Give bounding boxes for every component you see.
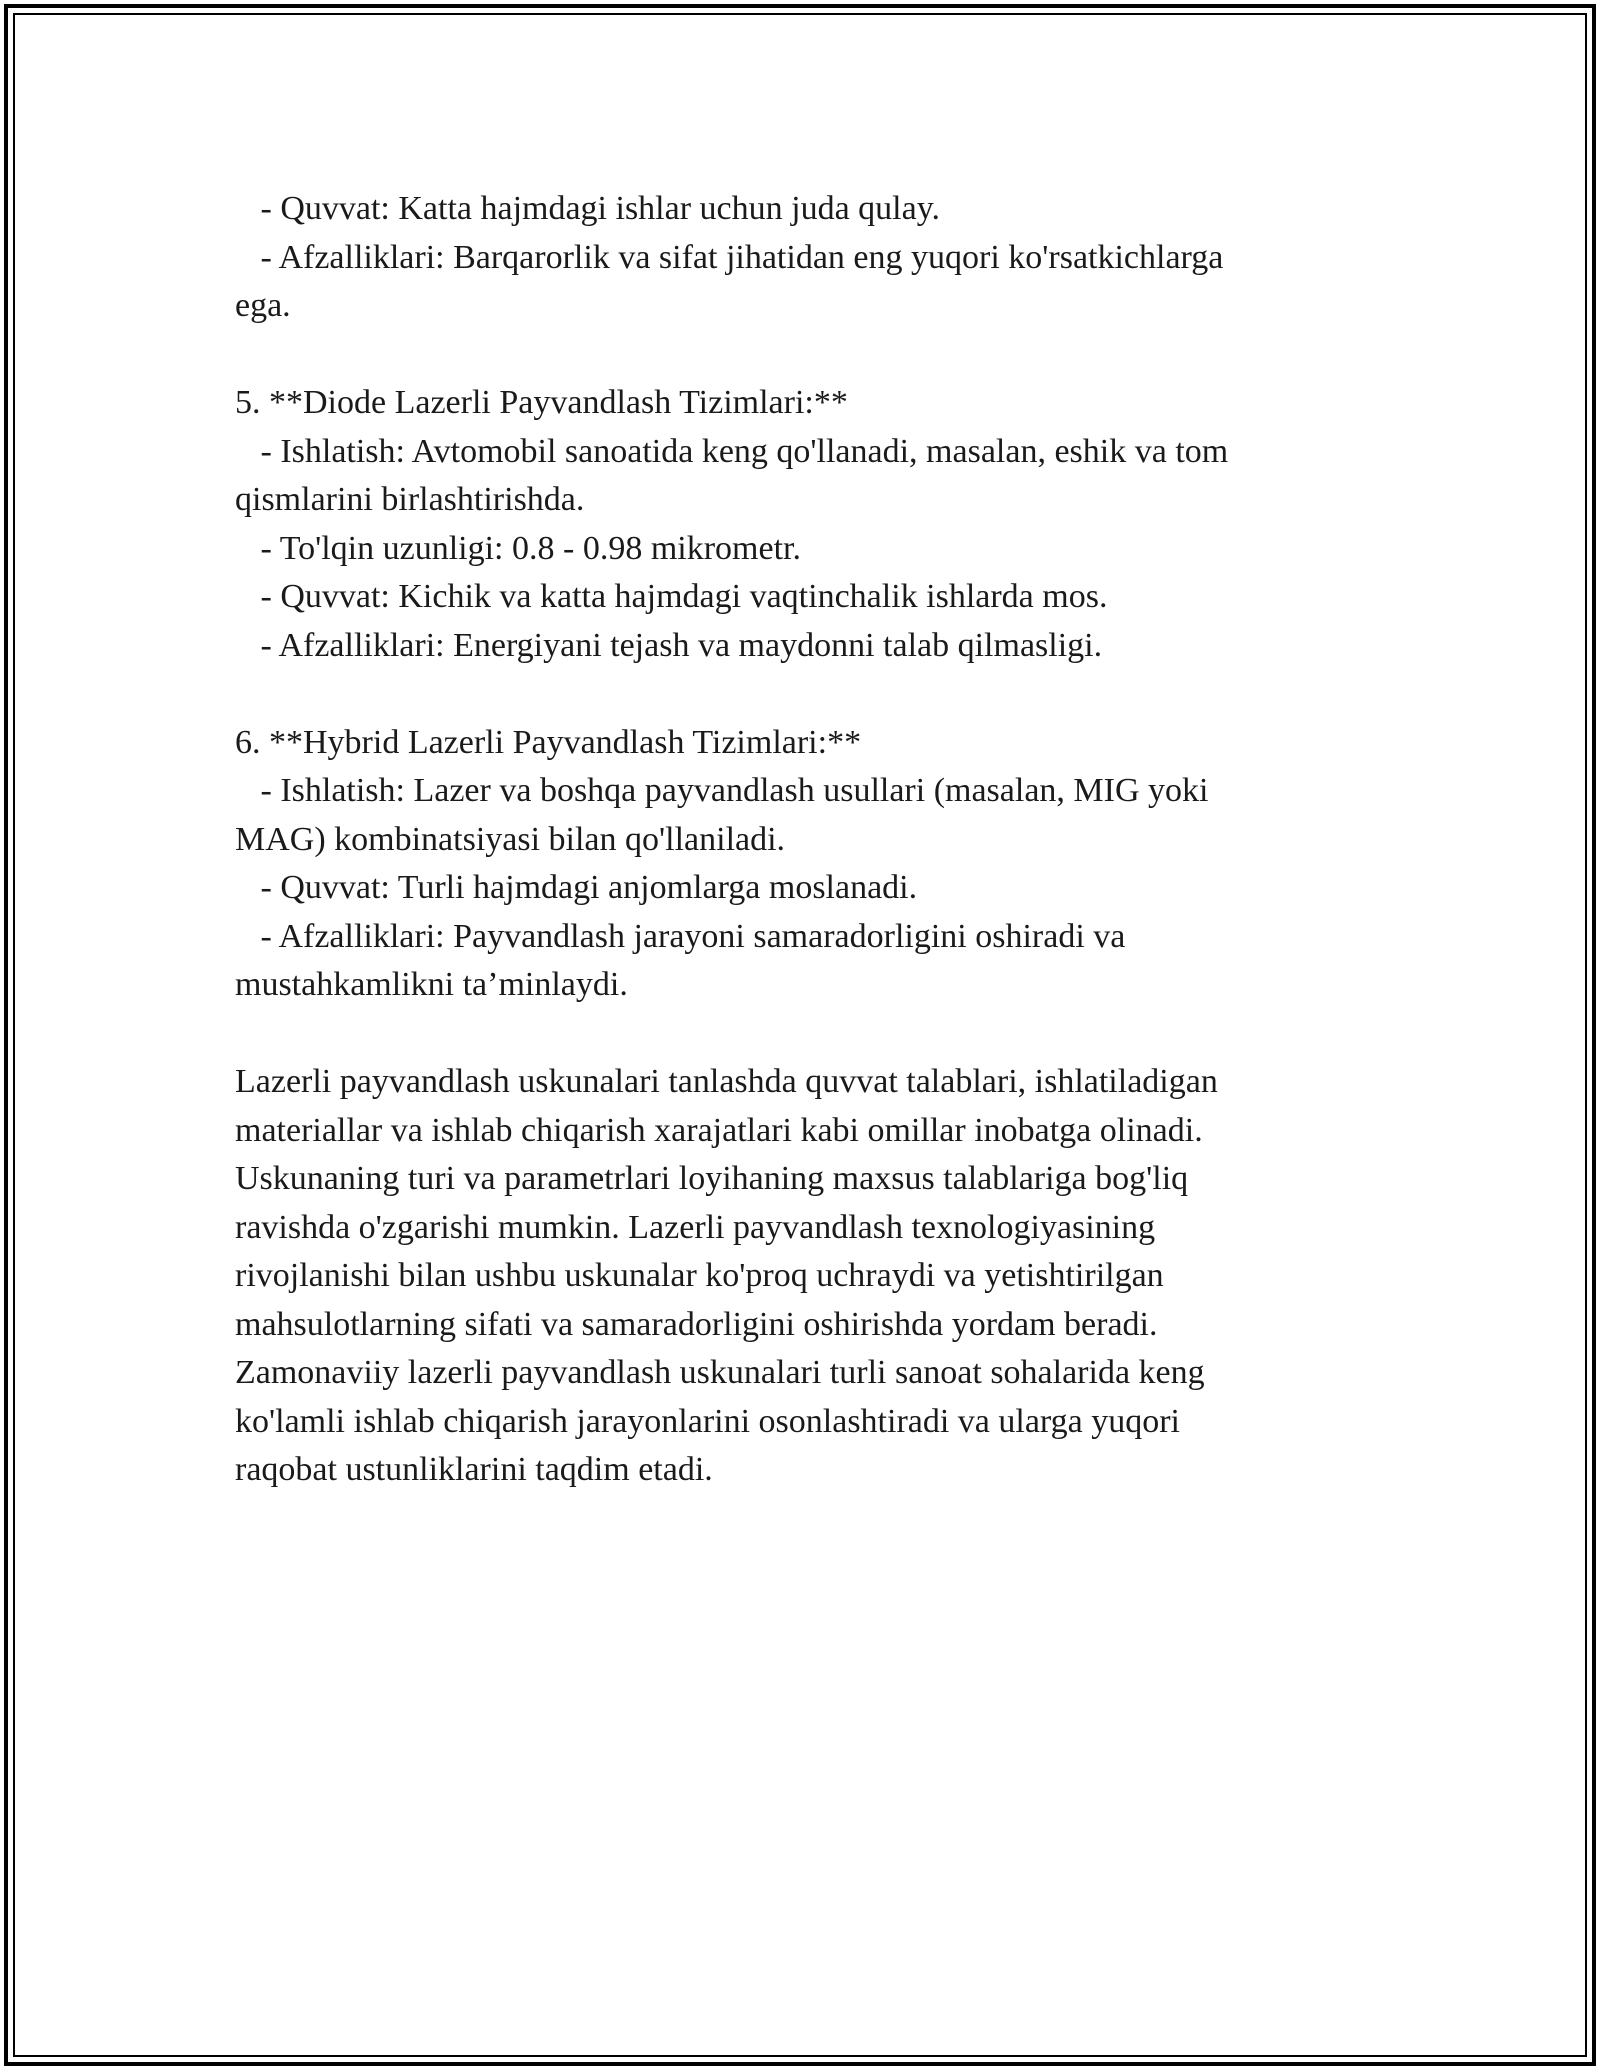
text-line: - Afzalliklari: Energiyani tejash va maydonni talab qilmasligi. [235, 626, 1103, 664]
text-line: - Ishlatish: Avtomobil sanoatida keng qo'llanadi, masalan, eshik va tom [235, 432, 1229, 470]
text-line: Uskunaning turi va parametrlari loyihaning maxsus talablariga bog'liq [235, 1160, 1189, 1197]
text-line: - Ishlatish: Lazer va boshqa payvandlash usullari (masalan, MIG yoki [235, 772, 1209, 809]
section-hybrid-laser [235, 719, 1335, 1010]
text-line: - Quvvat: Katta hajmdagi ishlar uchun juda qulay. [235, 190, 941, 227]
paragraph-gap [235, 670, 1335, 719]
text-line: - To'lqin uzunligi: 0.8 - 0.98 mikrometr. [235, 529, 801, 567]
document-body [235, 185, 1335, 1495]
paragraph-gap [235, 1010, 1335, 1059]
text-line: qismlarini birlashtirishda. [235, 481, 585, 518]
text-line: MAG) kombinatsiyasi bilan qo'llaniladi. [235, 820, 786, 858]
text-line: materiallar va ishlab chiqarish xarajatlari kabi omillar inobatga olinadi. [235, 1111, 1203, 1149]
text-line: mustahkamlikni ta’minlaydi. [235, 966, 628, 1003]
text-line: ravishda o'zgarishi mumkin. Lazerli payvandlash texnologiyasining [235, 1208, 1156, 1246]
section-heading: 5. **Diode Lazerli Payvandlash Tizimlari:** [235, 384, 848, 421]
text-line: Lazerli payvandlash uskunalari tanlashda quvvat talablari, ishlatiladigan [235, 1063, 1218, 1100]
text-line: - Quvvat: Kichik va katta hajmdagi vaqtinchalik ishlarda mos. [235, 578, 1108, 615]
section-heading: 6. **Hybrid Lazerli Payvandlash Tizimlari:** [235, 723, 862, 761]
text-line: ko'lamli ishlab chiqarish jarayonlarini osonlashtiradi va ularga yuqori [235, 1402, 1180, 1440]
text-line: mahsulotlarning sifati va samaradorligini oshirishda yordam beradi. [235, 1305, 1158, 1343]
paragraph-gap [235, 331, 1335, 380]
text-line: Zamonaviiy lazerli payvandlash uskunalari turli sanoat sohalarida keng [235, 1354, 1205, 1391]
text-line: - Quvvat: Turli hajmdagi anjomlarga moslanadi. [235, 869, 918, 906]
text-line: - Afzalliklari: Barqarorlik va sifat jihatidan eng yuqori ko'rsatkichlarga [235, 238, 1224, 276]
section-continuation [235, 185, 1335, 331]
section-diode-laser [235, 379, 1335, 670]
text-line: ega. [235, 287, 291, 324]
text-line: rivojlanishi bilan ushbu uskunalar ko'proq uchraydi va yetishtirilgan [235, 1257, 1164, 1294]
conclusion-paragraph [235, 1058, 1335, 1495]
text-line: raqobat ustunliklarini taqdim etadi. [235, 1451, 713, 1488]
text-line: - Afzalliklari: Payvandlash jarayoni samaradorligini oshiradi va [235, 917, 1126, 955]
